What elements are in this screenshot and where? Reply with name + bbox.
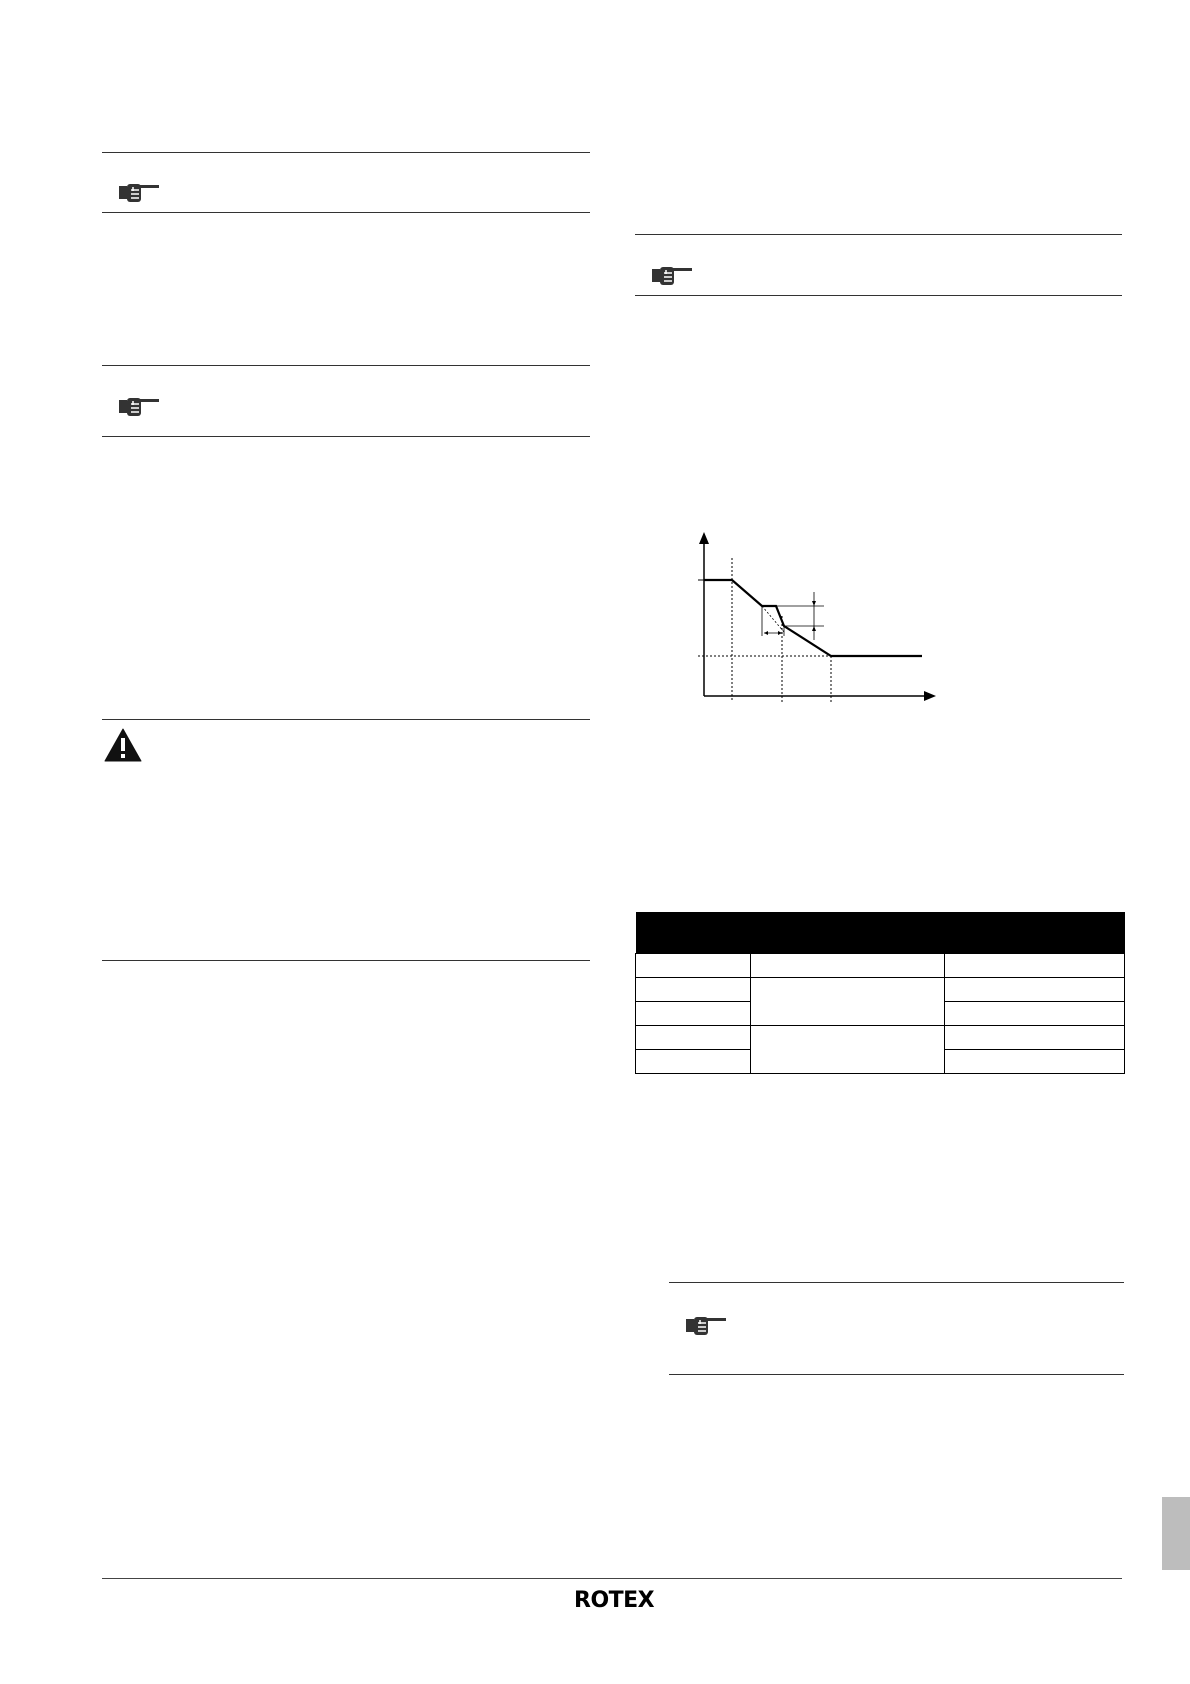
- table-cell: [636, 954, 751, 978]
- warning-triangle-icon: [104, 728, 142, 762]
- table-row: [636, 954, 1125, 978]
- x-axis-arrow: [924, 691, 936, 701]
- pointing-hand-icon: [684, 1314, 728, 1338]
- y-axis-arrow: [699, 532, 709, 544]
- table-header-row: [636, 912, 1125, 954]
- brand-logo: ROTEX: [574, 1588, 655, 1613]
- table-cell: [945, 1026, 1125, 1050]
- table-cell: [751, 954, 945, 978]
- table-cell: [945, 1050, 1125, 1074]
- table-cell: [636, 1050, 751, 1074]
- curve-line: [704, 580, 922, 656]
- warning-top-rule: [102, 719, 590, 720]
- footer-rule: [102, 1578, 1122, 1579]
- table-cell: [945, 978, 1125, 1002]
- table-cell: [636, 1026, 751, 1050]
- note-bottom-rule-4: [669, 1374, 1124, 1375]
- table-cell: [945, 954, 1125, 978]
- table-cell-merged: [751, 978, 945, 1026]
- table-cell: [636, 978, 751, 1002]
- spec-table: [635, 912, 1125, 1074]
- note-top-rule-2: [102, 365, 590, 366]
- pointing-hand-icon: [117, 395, 161, 419]
- weather-curve-diagram: [692, 528, 942, 703]
- note-top-rule-3: [635, 234, 1122, 235]
- note-top-rule-4: [669, 1282, 1124, 1283]
- note-bottom-rule-1: [102, 212, 590, 213]
- note-bottom-rule-2: [102, 436, 590, 437]
- note-bottom-rule-3: [635, 295, 1122, 296]
- table-header-cell: [636, 912, 1125, 954]
- table-row: [636, 978, 1125, 1002]
- warning-bottom-rule: [102, 960, 590, 961]
- note-top-rule-1: [102, 152, 590, 153]
- table-cell-merged: [751, 1026, 945, 1074]
- table-row: [636, 1026, 1125, 1050]
- table-cell: [945, 1002, 1125, 1026]
- pointing-hand-icon: [650, 264, 694, 288]
- table-cell: [636, 1002, 751, 1026]
- pointing-hand-icon: [117, 181, 161, 205]
- chapter-side-tab: [1162, 1497, 1190, 1570]
